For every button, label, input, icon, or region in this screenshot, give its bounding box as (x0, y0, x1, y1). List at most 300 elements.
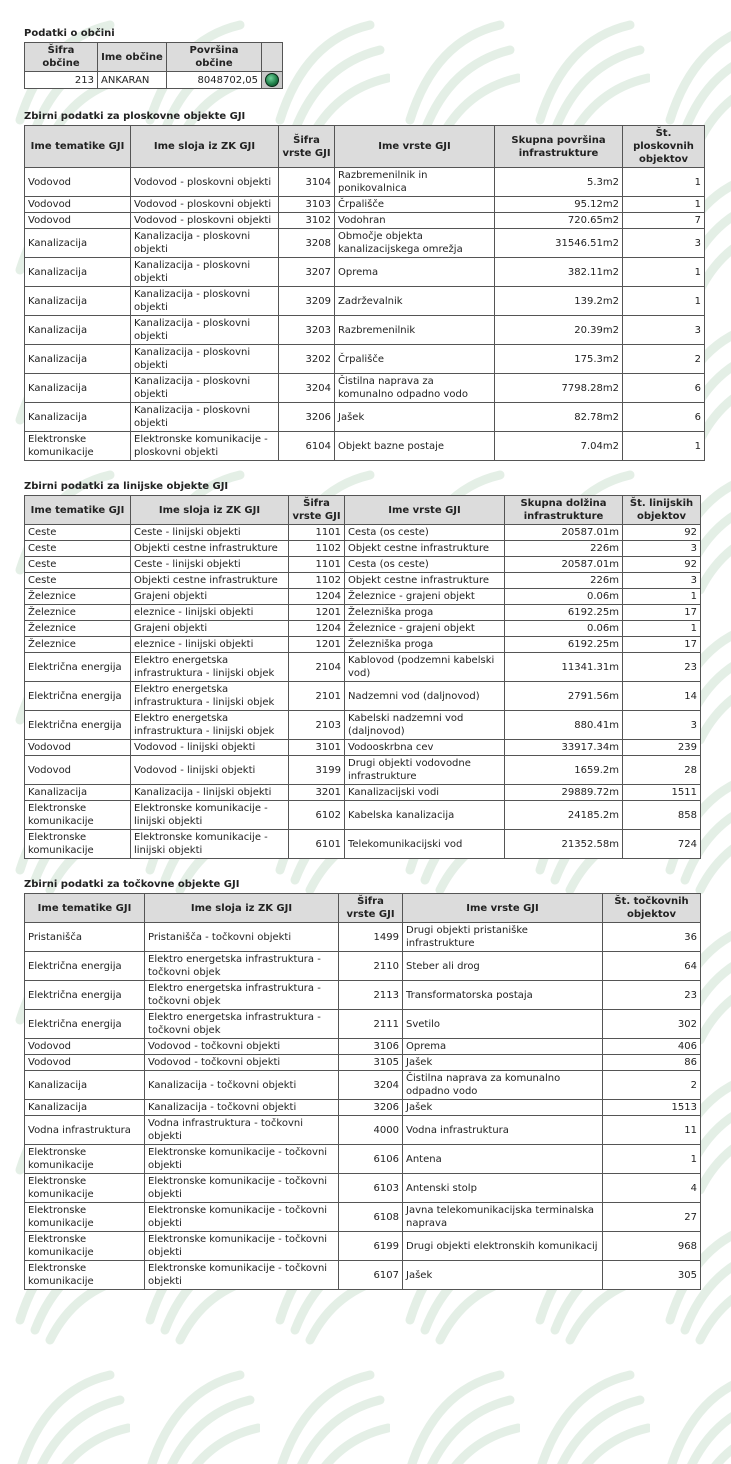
point-objects-table (24, 893, 701, 1290)
type-cell: Razbremenilnik (335, 316, 495, 345)
count-cell: 11 (603, 1116, 701, 1145)
total-area-cell: 20.39m2 (495, 316, 623, 345)
table-header-row (25, 43, 283, 72)
type-cell: Transformatorska postaja (403, 981, 603, 1010)
table-row (25, 229, 705, 258)
layer-cell: Elektronske komunikacije - točkovni objekti (145, 1261, 339, 1290)
count-cell: 7 (623, 213, 705, 229)
total-length-cell: 11341.31m (505, 653, 623, 682)
type-cell: Čistilna naprava za komunalno odpadno vodo (403, 1071, 603, 1100)
layer-cell: Kanalizacija - točkovni objekti (145, 1071, 339, 1100)
municipality-table (24, 42, 283, 89)
column-header: Šifra vrste GJI (279, 126, 335, 168)
code-cell: 3207 (279, 258, 335, 287)
layer-cell: Vodovod - linijski objekti (131, 756, 289, 785)
total-area-cell: 7.04m2 (495, 432, 623, 461)
table-row (25, 682, 701, 711)
table-row (25, 801, 701, 830)
column-header: Površina občine (167, 43, 262, 72)
layer-cell: Kanalizacija - linijski objekti (131, 785, 289, 801)
table-row (25, 740, 701, 756)
code-cell: 1204 (289, 589, 345, 605)
layer-cell: Kanalizacija - ploskovni objekti (131, 374, 279, 403)
theme-cell: Električna energija (25, 981, 145, 1010)
theme-cell: Ceste (25, 573, 131, 589)
count-cell: 3 (623, 229, 705, 258)
type-cell: Svetilo (403, 1010, 603, 1039)
line-objects-table (24, 495, 701, 859)
type-cell: Kablovod (podzemni kabelski vod) (345, 653, 505, 682)
code-cell: 3199 (289, 756, 345, 785)
count-cell: 1 (623, 621, 701, 637)
count-cell: 1 (623, 432, 705, 461)
table-row (25, 213, 705, 229)
theme-cell: Ceste (25, 541, 131, 557)
theme-cell: Vodovod (25, 740, 131, 756)
total-length-cell: 20587.01m (505, 525, 623, 541)
type-cell: Železnice - grajeni objekt (345, 589, 505, 605)
type-cell: Jašek (335, 403, 495, 432)
type-cell: Črpališče (335, 345, 495, 374)
type-cell: Kanalizacijski vodi (345, 785, 505, 801)
column-header: Ime vrste GJI (345, 496, 505, 525)
type-cell: Vodooskrbna cev (345, 740, 505, 756)
table-row (25, 1145, 701, 1174)
type-cell: Jašek (403, 1261, 603, 1290)
column-header: Ime občine (98, 43, 167, 72)
count-cell: 302 (603, 1010, 701, 1039)
table-row (25, 1116, 701, 1145)
total-area-cell: 95.12m2 (495, 197, 623, 213)
layer-cell: Elektro energetska infrastruktura - točkovni objek (145, 952, 339, 981)
type-cell: Čistilna naprava za komunalno odpadno vodo (335, 374, 495, 403)
globe-icon[interactable] (265, 73, 279, 87)
theme-cell: Električna energija (25, 653, 131, 682)
theme-cell: Elektronske komunikacije (25, 432, 131, 461)
layer-cell: Pristanišča - točkovni objekti (145, 923, 339, 952)
type-cell: Jašek (403, 1100, 603, 1116)
type-cell: Drugi objekti elektronskih komunikacij (403, 1232, 603, 1261)
count-cell: 4 (603, 1174, 701, 1203)
type-cell: Kabelski nadzemni vod (daljnovod) (345, 711, 505, 740)
code-cell: 1201 (289, 637, 345, 653)
layer-cell: Elektronske komunikacije - točkovni objekti (145, 1174, 339, 1203)
code-cell: 3204 (339, 1071, 403, 1100)
count-cell: 6 (623, 403, 705, 432)
code-cell: 2103 (289, 711, 345, 740)
layer-cell: Kanalizacija - ploskovni objekti (131, 258, 279, 287)
table-row (25, 785, 701, 801)
theme-cell: Kanalizacija (25, 258, 131, 287)
layer-cell: Objekti cestne infrastrukture (131, 541, 289, 557)
layer-cell: Grajeni objekti (131, 621, 289, 637)
layer-cell: Grajeni objekti (131, 589, 289, 605)
code-cell: 1204 (289, 621, 345, 637)
table-row (25, 557, 701, 573)
municipality-name: ANKARAN (98, 72, 167, 89)
type-cell: Kabelska kanalizacija (345, 801, 505, 830)
theme-cell: Vodovod (25, 1039, 145, 1055)
count-cell: 17 (623, 605, 701, 621)
type-cell: Železnice - grajeni objekt (345, 621, 505, 637)
table-row (25, 653, 701, 682)
code-cell: 3201 (289, 785, 345, 801)
table-row (25, 316, 705, 345)
count-cell: 6 (623, 374, 705, 403)
count-cell: 1 (603, 1145, 701, 1174)
type-cell: Objekt bazne postaje (335, 432, 495, 461)
code-cell: 3106 (339, 1039, 403, 1055)
code-cell: 3208 (279, 229, 335, 258)
total-length-cell: 24185.2m (505, 801, 623, 830)
code-cell: 2110 (339, 952, 403, 981)
layer-cell: Elektronske komunikacije - točkovni objekti (145, 1145, 339, 1174)
theme-cell: Kanalizacija (25, 345, 131, 374)
theme-cell: Kanalizacija (25, 374, 131, 403)
theme-cell: Železnice (25, 589, 131, 605)
area-objects-table (24, 125, 705, 461)
code-cell: 4000 (339, 1116, 403, 1145)
type-cell: Javna telekomunikacijska terminalska naprava (403, 1203, 603, 1232)
code-cell: 6199 (339, 1232, 403, 1261)
table-row (25, 1261, 701, 1290)
table-row (25, 1174, 701, 1203)
type-cell: Nadzemni vod (daljnovod) (345, 682, 505, 711)
table-row (25, 197, 705, 213)
count-cell: 23 (623, 653, 701, 682)
theme-cell: Kanalizacija (25, 1100, 145, 1116)
total-length-cell: 0.06m (505, 621, 623, 637)
count-cell: 1 (623, 168, 705, 197)
theme-cell: Vodna infrastruktura (25, 1116, 145, 1145)
count-cell: 1513 (603, 1100, 701, 1116)
column-header: Šifra vrste GJI (339, 894, 403, 923)
table-row (25, 1071, 701, 1100)
theme-cell: Ceste (25, 557, 131, 573)
total-area-cell: 31546.51m2 (495, 229, 623, 258)
code-cell: 1102 (289, 541, 345, 557)
theme-cell: Kanalizacija (25, 287, 131, 316)
layer-cell: Elektro energetska infrastruktura - točkovni objek (145, 981, 339, 1010)
layer-cell: eleznice - linijski objekti (131, 605, 289, 621)
theme-cell: Vodovod (25, 197, 131, 213)
code-cell: 2101 (289, 682, 345, 711)
layer-cell: Elektronske komunikacije - linijski objekti (131, 801, 289, 830)
code-cell: 3206 (339, 1100, 403, 1116)
theme-cell: Električna energija (25, 1010, 145, 1039)
theme-cell: Vodovod (25, 1055, 145, 1071)
theme-cell: Vodovod (25, 213, 131, 229)
layer-cell: Kanalizacija - točkovni objekti (145, 1100, 339, 1116)
total-area-cell: 82.78m2 (495, 403, 623, 432)
type-cell: Objekt cestne infrastrukture (345, 541, 505, 557)
table-row (25, 432, 705, 461)
theme-cell: Ceste (25, 525, 131, 541)
table-row (25, 923, 701, 952)
layer-cell: Kanalizacija - ploskovni objekti (131, 316, 279, 345)
layer-cell: Vodovod - ploskovni objekti (131, 197, 279, 213)
theme-cell: Kanalizacija (25, 403, 131, 432)
theme-cell: Kanalizacija (25, 1071, 145, 1100)
theme-cell: Elektronske komunikacije (25, 830, 131, 859)
code-cell: 1101 (289, 525, 345, 541)
theme-cell: Elektronske komunikacije (25, 1232, 145, 1261)
count-cell: 28 (623, 756, 701, 785)
layer-cell: Elektro energetska infrastruktura - linijski objek (131, 682, 289, 711)
code-cell: 6101 (289, 830, 345, 859)
table-row (25, 258, 705, 287)
map-link-button[interactable] (262, 72, 283, 89)
area-section-title: Zbirni podatki za ploskovne objekte GJI (24, 111, 246, 122)
layer-cell: Elektronske komunikacije - linijski objekti (131, 830, 289, 859)
type-cell: Cesta (os ceste) (345, 557, 505, 573)
column-header-empty (262, 43, 283, 72)
code-cell: 3102 (279, 213, 335, 229)
table-row (25, 403, 705, 432)
layer-cell: Kanalizacija - ploskovni objekti (131, 345, 279, 374)
type-cell: Antena (403, 1145, 603, 1174)
table-row (25, 589, 701, 605)
table-row (25, 830, 701, 859)
count-cell: 406 (603, 1039, 701, 1055)
count-cell: 86 (603, 1055, 701, 1071)
code-cell: 2113 (339, 981, 403, 1010)
column-header: Št. linijskih objektov (623, 496, 701, 525)
column-header: Šifra vrste GJI (289, 496, 345, 525)
table-row (25, 1203, 701, 1232)
type-cell: Objekt cestne infrastrukture (345, 573, 505, 589)
count-cell: 3 (623, 316, 705, 345)
count-cell: 858 (623, 801, 701, 830)
column-header: Ime tematike GJI (25, 894, 145, 923)
code-cell: 3202 (279, 345, 335, 374)
table-row (25, 573, 701, 589)
municipality-code: 213 (25, 72, 98, 89)
total-length-cell: 33917.34m (505, 740, 623, 756)
count-cell: 305 (603, 1261, 701, 1290)
total-area-cell: 7798.28m2 (495, 374, 623, 403)
theme-cell: Pristanišča (25, 923, 145, 952)
count-cell: 1 (623, 258, 705, 287)
count-cell: 27 (603, 1203, 701, 1232)
count-cell: 92 (623, 525, 701, 541)
theme-cell: Elektronske komunikacije (25, 1145, 145, 1174)
code-cell: 1201 (289, 605, 345, 621)
table-row (25, 287, 705, 316)
column-header: Ime sloja iz ZK GJI (145, 894, 339, 923)
theme-cell: Vodovod (25, 756, 131, 785)
code-cell: 1102 (289, 573, 345, 589)
theme-cell: Elektronske komunikacije (25, 1203, 145, 1232)
table-row (25, 1010, 701, 1039)
total-area-cell: 382.11m2 (495, 258, 623, 287)
municipality-section-title: Podatki o občini (24, 28, 115, 39)
column-header: Št. točkovnih objektov (603, 894, 701, 923)
table-header-row (25, 496, 701, 525)
code-cell: 6107 (339, 1261, 403, 1290)
count-cell: 3 (623, 711, 701, 740)
table-row (25, 1055, 701, 1071)
layer-cell: Vodovod - točkovni objekti (145, 1039, 339, 1055)
column-header: Skupna površina infrastrukture (495, 126, 623, 168)
total-length-cell: 20587.01m (505, 557, 623, 573)
table-row (25, 525, 701, 541)
count-cell: 64 (603, 952, 701, 981)
layer-cell: Elektronske komunikacije - točkovni objekti (145, 1203, 339, 1232)
count-cell: 1 (623, 197, 705, 213)
theme-cell: Elektronske komunikacije (25, 801, 131, 830)
code-cell: 1101 (289, 557, 345, 573)
table-row (25, 1039, 701, 1055)
count-cell: 1511 (623, 785, 701, 801)
theme-cell: Kanalizacija (25, 229, 131, 258)
count-cell: 36 (603, 923, 701, 952)
table-row (25, 952, 701, 981)
layer-cell: eleznice - linijski objekti (131, 637, 289, 653)
table-row (25, 374, 705, 403)
count-cell: 239 (623, 740, 701, 756)
type-cell: Antenski stolp (403, 1174, 603, 1203)
type-cell: Telekomunikacijski vod (345, 830, 505, 859)
code-cell: 6104 (279, 432, 335, 461)
code-cell: 3104 (279, 168, 335, 197)
total-length-cell: 1659.2m (505, 756, 623, 785)
table-row (25, 541, 701, 557)
table-row (25, 711, 701, 740)
table-row (25, 621, 701, 637)
count-cell: 3 (623, 541, 701, 557)
layer-cell: Objekti cestne infrastrukture (131, 573, 289, 589)
total-length-cell: 29889.72m (505, 785, 623, 801)
table-row (25, 1232, 701, 1261)
total-length-cell: 2791.56m (505, 682, 623, 711)
theme-cell: Železnice (25, 621, 131, 637)
column-header: Ime tematike GJI (25, 126, 131, 168)
count-cell: 14 (623, 682, 701, 711)
type-cell: Razbremenilnik in ponikovalnica (335, 168, 495, 197)
type-cell: Železniška proga (345, 637, 505, 653)
table-row (25, 605, 701, 621)
type-cell: Zadrževalnik (335, 287, 495, 316)
code-cell: 2111 (339, 1010, 403, 1039)
total-length-cell: 21352.58m (505, 830, 623, 859)
type-cell: Oprema (335, 258, 495, 287)
column-header: Ime sloja iz ZK GJI (131, 126, 279, 168)
layer-cell: Vodovod - ploskovni objekti (131, 168, 279, 197)
column-header: Šifra občine (25, 43, 98, 72)
column-header: Ime vrste GJI (335, 126, 495, 168)
column-header: Ime vrste GJI (403, 894, 603, 923)
count-cell: 23 (603, 981, 701, 1010)
column-header: Skupna dolžina infrastrukture (505, 496, 623, 525)
table-row (25, 1100, 701, 1116)
theme-cell: Elektronske komunikacije (25, 1261, 145, 1290)
column-header: Št. ploskovnih objektov (623, 126, 705, 168)
layer-cell: Kanalizacija - ploskovni objekti (131, 403, 279, 432)
layer-cell: Elektro energetska infrastruktura - linijski objek (131, 711, 289, 740)
count-cell: 17 (623, 637, 701, 653)
table-row (25, 168, 705, 197)
total-length-cell: 226m (505, 541, 623, 557)
layer-cell: Elektro energetska infrastruktura - linijski objek (131, 653, 289, 682)
layer-cell: Ceste - linijski objekti (131, 525, 289, 541)
table-row (25, 756, 701, 785)
total-area-cell: 139.2m2 (495, 287, 623, 316)
total-length-cell: 6192.25m (505, 605, 623, 621)
total-length-cell: 226m (505, 573, 623, 589)
type-cell: Vodohran (335, 213, 495, 229)
code-cell: 3206 (279, 403, 335, 432)
code-cell: 3204 (279, 374, 335, 403)
table-header-row (25, 894, 701, 923)
layer-cell: Elektro energetska infrastruktura - točkovni objek (145, 1010, 339, 1039)
point-section-title: Zbirni podatki za točkovne objekte GJI (24, 879, 240, 890)
layer-cell: Elektronske komunikacije - točkovni objekti (145, 1232, 339, 1261)
code-cell: 1499 (339, 923, 403, 952)
total-area-cell: 175.3m2 (495, 345, 623, 374)
count-cell: 1 (623, 589, 701, 605)
type-cell: Oprema (403, 1039, 603, 1055)
count-cell: 2 (603, 1071, 701, 1100)
layer-cell: Vodovod - ploskovni objekti (131, 213, 279, 229)
code-cell: 6102 (289, 801, 345, 830)
layer-cell: Vodovod - linijski objekti (131, 740, 289, 756)
count-cell: 2 (623, 345, 705, 374)
theme-cell: Električna energija (25, 682, 131, 711)
code-cell: 2104 (289, 653, 345, 682)
code-cell: 3203 (279, 316, 335, 345)
layer-cell: Kanalizacija - ploskovni objekti (131, 229, 279, 258)
line-section-title: Zbirni podatki za linijske objekte GJI (24, 481, 229, 492)
code-cell: 3105 (339, 1055, 403, 1071)
count-cell: 1 (623, 287, 705, 316)
table-header-row (25, 126, 705, 168)
table-row (25, 72, 283, 89)
code-cell: 3101 (289, 740, 345, 756)
theme-cell: Kanalizacija (25, 316, 131, 345)
layer-cell: Vodovod - točkovni objekti (145, 1055, 339, 1071)
theme-cell: Železnice (25, 637, 131, 653)
theme-cell: Električna energija (25, 952, 145, 981)
type-cell: Črpališče (335, 197, 495, 213)
count-cell: 968 (603, 1232, 701, 1261)
theme-cell: Elektronske komunikacije (25, 1174, 145, 1203)
code-cell: 6108 (339, 1203, 403, 1232)
municipality-area: 8048702,05 (167, 72, 262, 89)
column-header: Ime sloja iz ZK GJI (131, 496, 289, 525)
code-cell: 6103 (339, 1174, 403, 1203)
table-row (25, 637, 701, 653)
table-row (25, 981, 701, 1010)
code-cell: 3103 (279, 197, 335, 213)
total-length-cell: 6192.25m (505, 637, 623, 653)
total-area-cell: 720.65m2 (495, 213, 623, 229)
type-cell: Cesta (os ceste) (345, 525, 505, 541)
type-cell: Območje objekta kanalizacijskega omrežja (335, 229, 495, 258)
table-row (25, 345, 705, 374)
code-cell: 6106 (339, 1145, 403, 1174)
total-area-cell: 5.3m2 (495, 168, 623, 197)
theme-cell: Vodovod (25, 168, 131, 197)
theme-cell: Električna energija (25, 711, 131, 740)
type-cell: Drugi objekti pristaniške infrastrukture (403, 923, 603, 952)
layer-cell: Ceste - linijski objekti (131, 557, 289, 573)
layer-cell: Kanalizacija - ploskovni objekti (131, 287, 279, 316)
type-cell: Jašek (403, 1055, 603, 1071)
layer-cell: Vodna infrastruktura - točkovni objekti (145, 1116, 339, 1145)
theme-cell: Kanalizacija (25, 785, 131, 801)
theme-cell: Železnice (25, 605, 131, 621)
